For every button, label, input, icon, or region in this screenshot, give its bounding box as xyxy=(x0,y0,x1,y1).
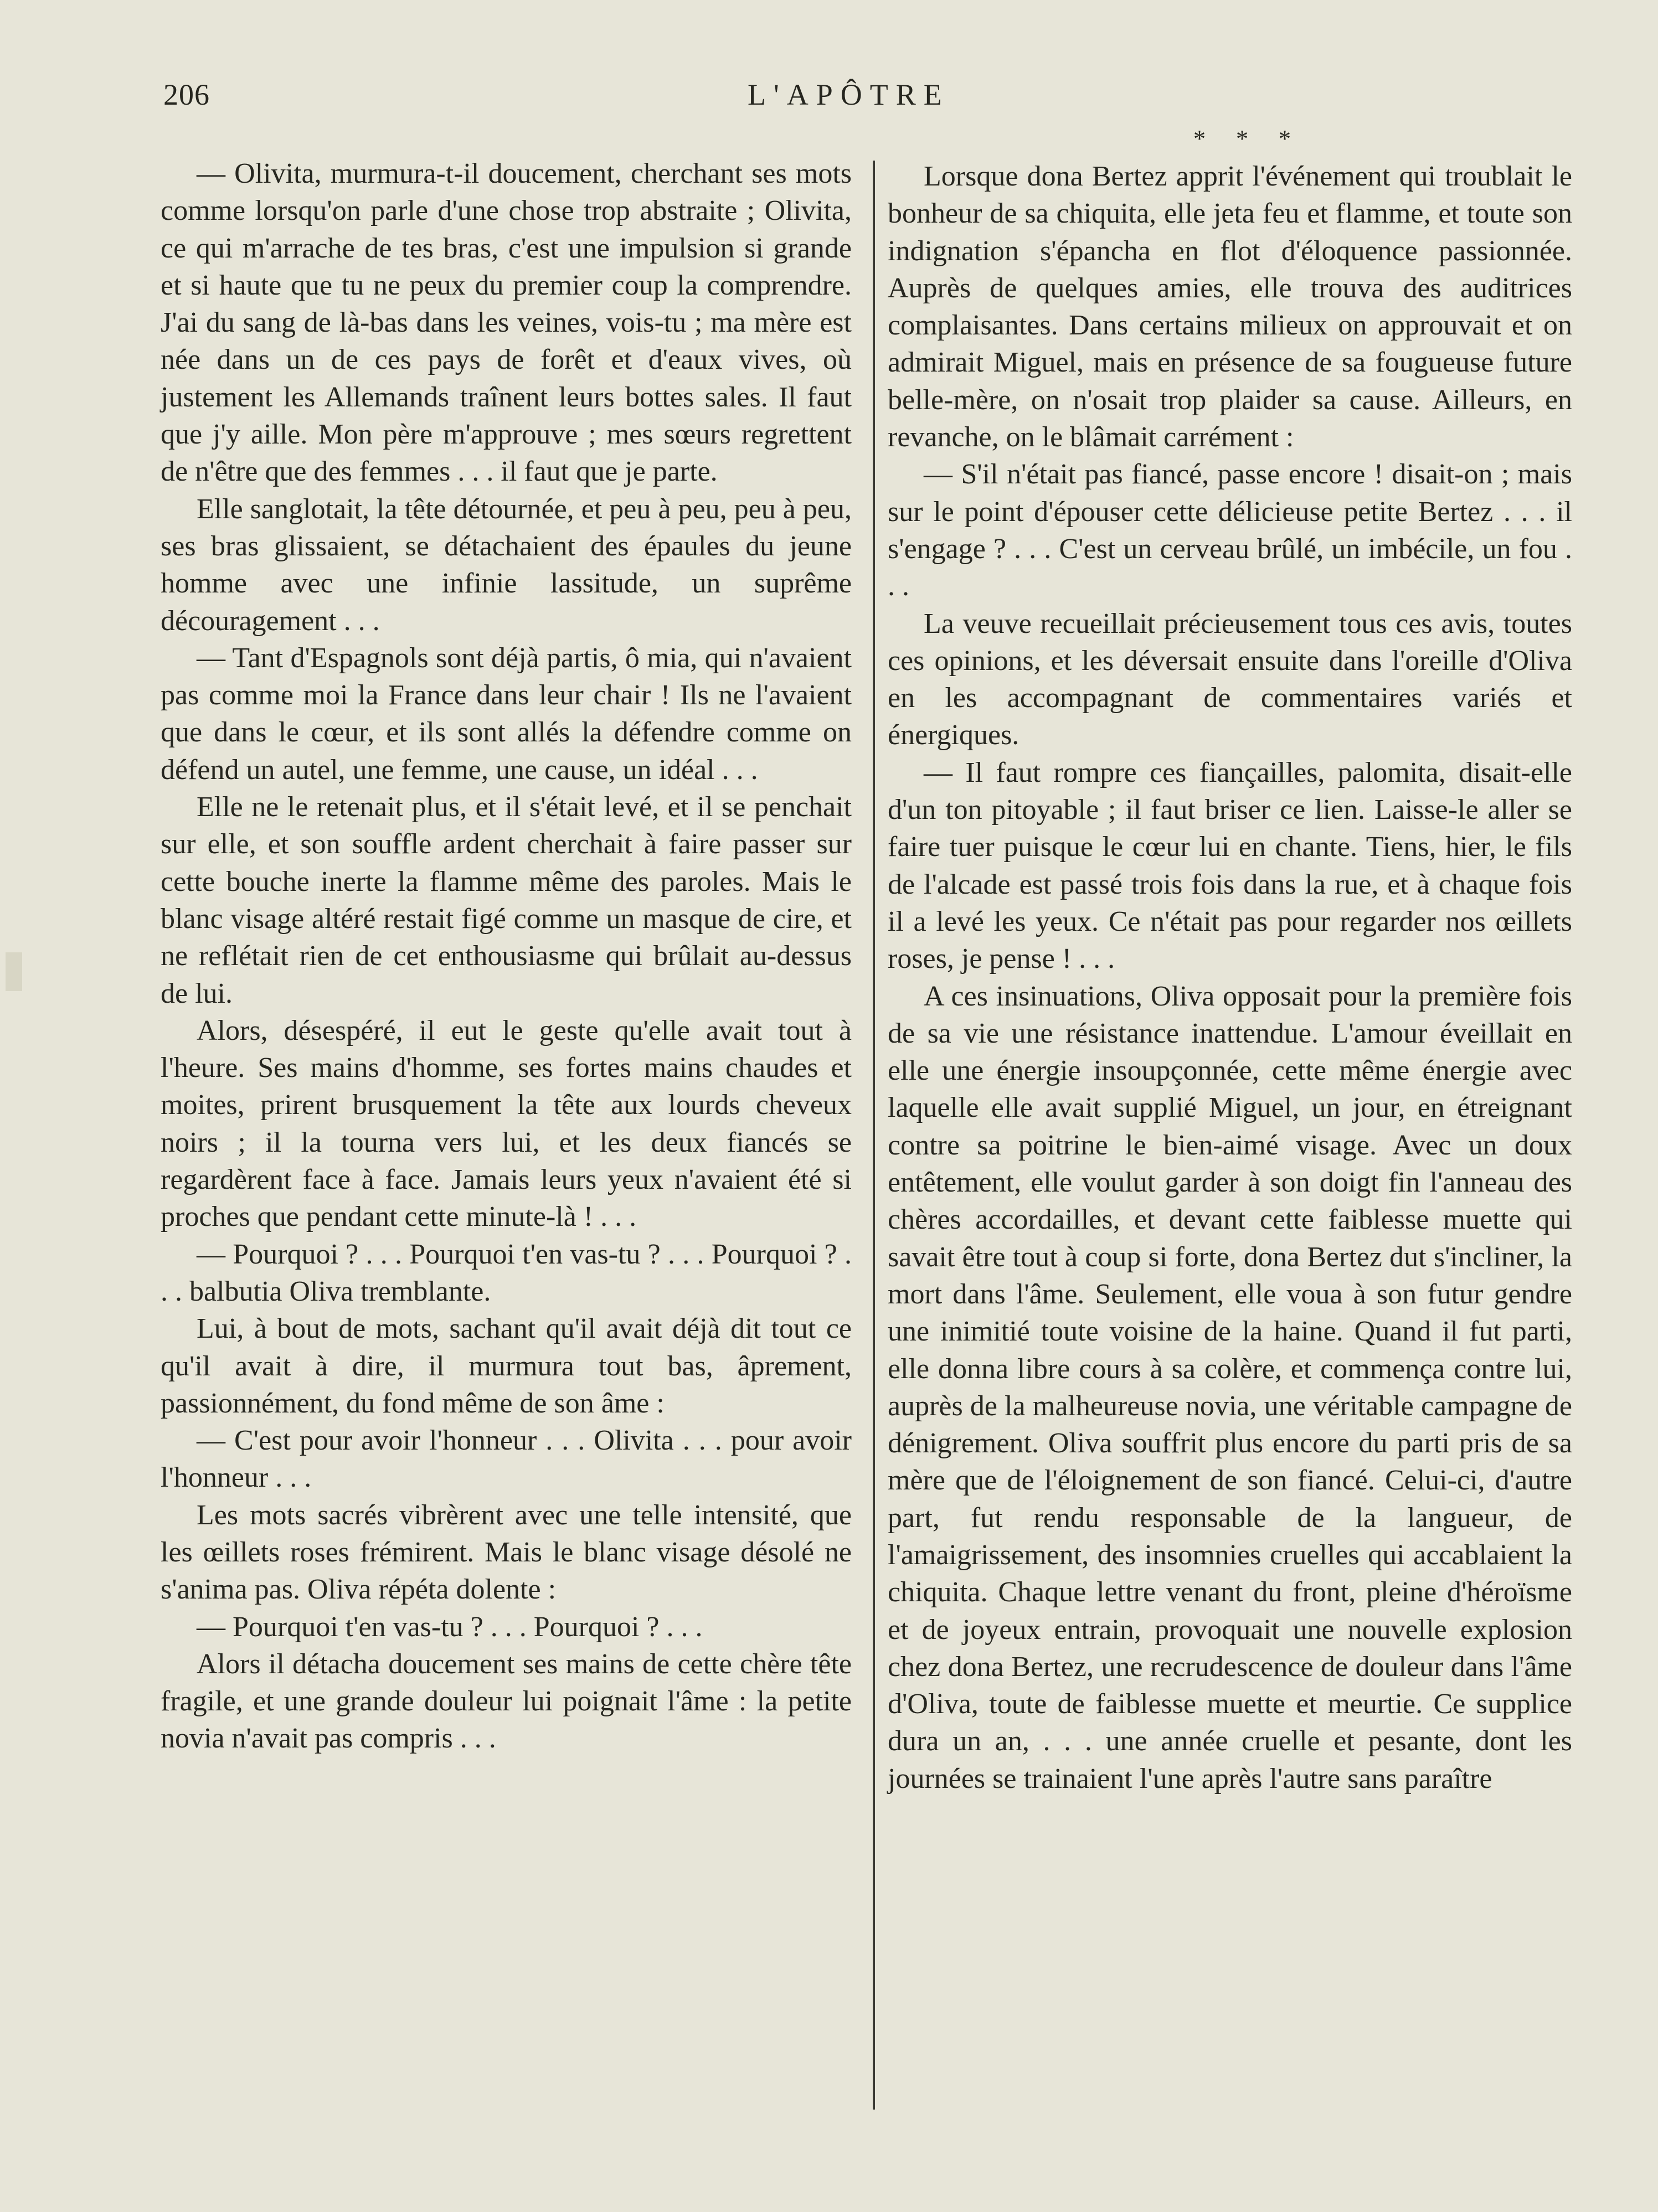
paragraph: Lui, à bout de mots, sachant qu'il avait déjà dit tout ce qu'il avait à dire, il murmura tout bas, âprement, passionnément, du fond même de son âme : xyxy=(161,1313,852,1419)
paragraph: — Olivita, murmura-t-il doucement, cherchant ses mots comme lorsqu'on parle d'une chose trop abstraite ; Olivita, ce qui m'arrache de tes bras, c'est une impulsion si grande et si haute que tu ne peux du premier coup la comprendre. J'ai du sang de là-bas dans les veines, vois-tu ; ma mère est née dans un de ces pays de forêt et d'eaux vives, où justement les Allemands traînent leurs bottes sales. Il faut que j'y aille. Mon père m'approuve ; mes sœurs regrettent de n'être que des femmes . . . il faut que je parte. xyxy=(161,158,852,488)
column-divider xyxy=(873,161,875,2110)
paragraph: Lorsque dona Bertez apprit l'événement qui troublait le bonheur de sa chiquita, elle jeta feu et flamme, et toute son indignation s'épancha en flot d'éloquence passionnée. Auprès de quelques amies, elle trouva des auditrices complaisantes. Dans certains milieux on approuvait et on admirait Miguel, mais en présence de sa fougueuse future belle-mère, on n'osait trop plaider sa cause. Ailleurs, en revanche, on le blâmait carrément : xyxy=(888,161,1572,453)
paragraph: Alors il détacha doucement ses mains de cette chère tête fragile, et une grande douleur lui poignait l'âme : la petite novia n'avait pas compris . . . xyxy=(161,1648,852,1755)
paragraph: — Tant d'Espagnols sont déjà partis, ô mia, qui n'avaient pas comme moi la France dans leur chair ! Ils ne l'avaient que dans le cœur, et ils sont allés la défendre comme on défend un autel, une femme, une cause, un idéal . . . xyxy=(161,642,852,786)
page-number: 206 xyxy=(163,78,210,111)
paragraph: A ces insinuations, Oliva opposait pour la première fois de sa vie une résistance inattendue. L'amour éveillait en elle une énergie insoupçonnée, cette même énergie avec laquelle elle avait supplié Miguel, un jour, en étreignant contre sa poitrine le bien-aimé visage. Avec un doux entêtement, elle voulut garder à son doigt fin l'anneau des chères accordailles, et devant cette faiblesse muette qui savait être tout à coup si forte, dona Bertez dut s'incliner, la mort dans l'âme. Seulement, elle voua à son futur gendre une inimitié toute voisine de la haine. Quand il fut parti, elle donna libre cours à sa colère, et commença contre lui, auprès de la malheureuse novia, une véritable campagne de dénigrement. Oliva souffrit plus encore du parti pris de sa mère que de l'éloignement de son fiancé. Celui-ci, d'autre part, fut rendu responsable de la langueur, de l'amaigrissement, des insomnies cruelles qui accablaient la chiquita. Chaque lettre venant du front, pleine d'héroïsme et de joyeux entrain, provoquait une nouvelle explosion chez dona Bertez, une recrudescence de douleur dans l'âme d'Oliva, toute de faiblesse muette et meurtie. Ce supplice dura un an, . . . une année cruelle et pesante, dont les journées se trainaient l'une après l'autre sans paraître xyxy=(888,980,1572,1795)
paragraph: — Pourquoi ? . . . Pourquoi t'en vas-tu ? . . . Pourquoi ? . . . balbutia Oliva tremblante. xyxy=(161,1238,852,1307)
paragraph: Les mots sacrés vibrèrent avec une telle intensité, que les œillets roses frémirent. Mais le blanc visage désolé ne s'anima pas. Oliva répéta dolente : xyxy=(161,1499,852,1606)
section-break-asterisks: * * * xyxy=(1193,125,1303,152)
paragraph: — Pourquoi t'en vas-tu ? . . . Pourquoi ? . . . xyxy=(197,1611,703,1643)
left-column xyxy=(161,155,852,1757)
running-title: L'APÔTRE xyxy=(748,78,950,111)
paragraph: Alors, désespéré, il eut le geste qu'elle avait tout à l'heure. Ses mains d'homme, ses fortes mains chaudes et moites, prirent brusquement la tête aux lourds cheveux noirs ; il la tourna vers lui, et les deux fiancés se regardèrent face à face. Jamais leurs yeux n'avaient été si proches que pendant cette minute-là ! . . . xyxy=(161,1014,852,1233)
paragraph: Elle sanglotait, la tête détournée, et peu à peu, peu à peu, ses bras glissaient, se détachaient des épaules du jeune homme avec une infinie lassitude, un suprême découragement . . . xyxy=(161,493,852,637)
paragraph: — Il faut rompre ces fiançailles, palomita, disait-elle d'un ton pitoyable ; il faut briser ce lien. Laisse-le aller se faire tuer puisque le cœur lui en chante. Tiens, hier, le fils de l'alcade est passé trois fois dans la rue, et à chaque fois il a levé les yeux. Ce n'était pas pour regarder nos œillets roses, je pense ! . . . xyxy=(888,756,1572,975)
paragraph: — C'est pour avoir l'honneur . . . Olivita . . . pour avoir l'honneur . . . xyxy=(161,1425,852,1494)
page-edge-mark xyxy=(6,952,22,991)
paragraph: Elle ne le retenait plus, et il s'était levé, et il se penchait sur elle, et son souffle ardent cherchait à faire passer sur cette bouche inerte la flamme même des paroles. Mais le blanc visage altéré restait figé comme un masque de cire, et ne reflétait rien de cet enthousiasme qui brûlait au-dessus de lui. xyxy=(161,791,852,1009)
right-column xyxy=(888,158,1572,1797)
paragraph: — S'il n'était pas fiancé, passe encore ! disait-on ; mais sur le point d'épouser cette délicieuse petite Bertez . . . il s'engage ? . . . C'est un cerveau brûlé, un imbécile, un fou . . . xyxy=(888,458,1572,602)
paragraph: La veuve recueillait précieusement tous ces avis, toutes ces opinions, et les déversait ensuite dans l'oreille d'Oliva en les accompagnant de commentaires variés et énergiques. xyxy=(888,607,1572,751)
page-header xyxy=(0,78,1658,122)
